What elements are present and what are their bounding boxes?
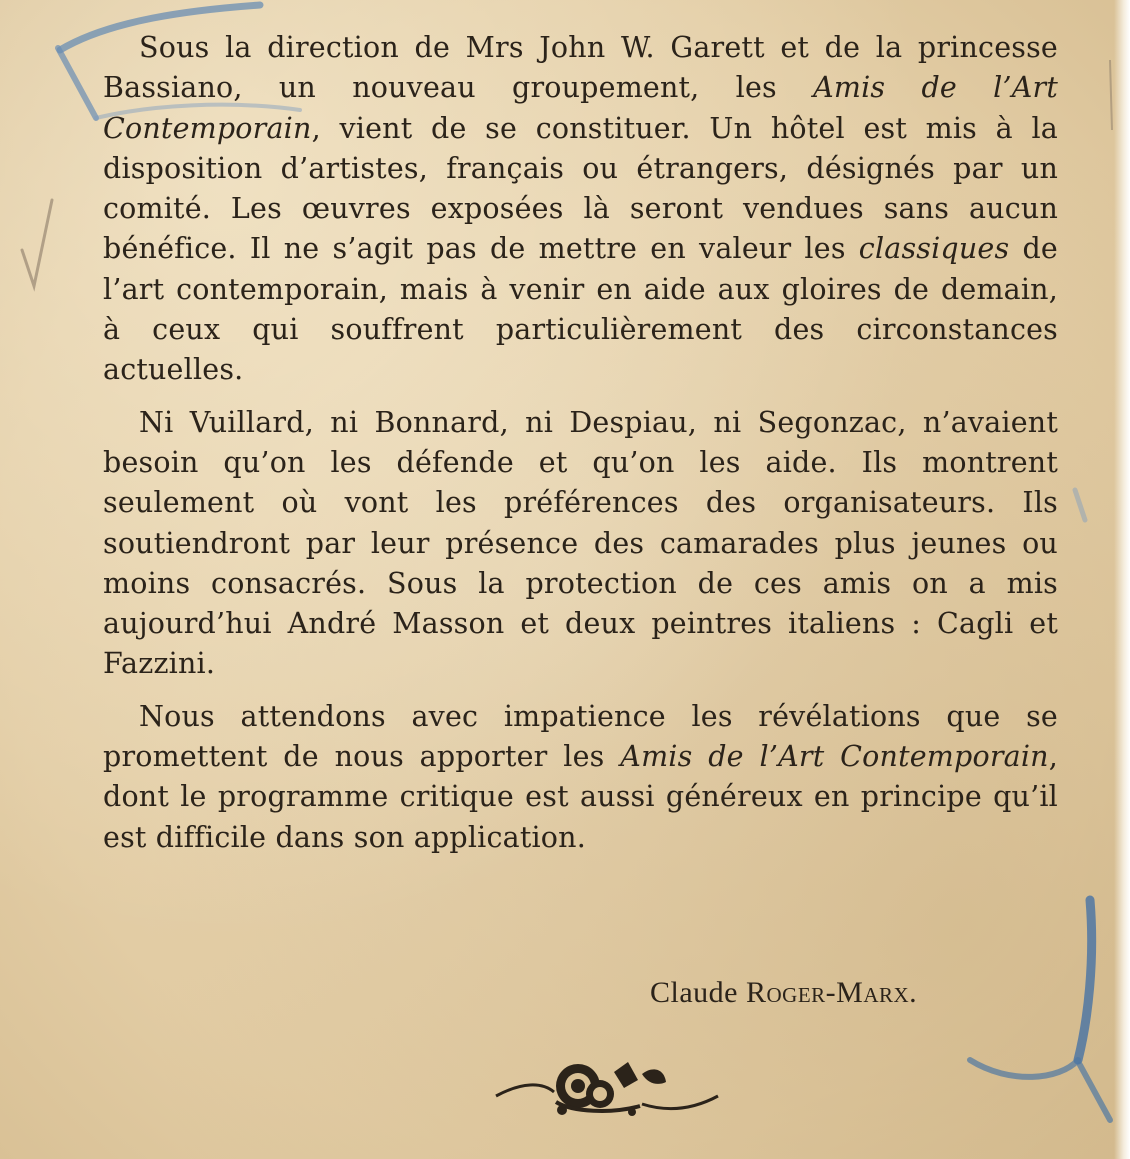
paragraph-1-text-b: , vient de se constituer. Un hôtel est mis à la disposition d’artistes, français ou étrangers, désignés par un comité. Les œuvres exposées là seront vendues sans aucun bénéfice. Il ne s’agit pas de mettre en valeur les xyxy=(103,111,1058,266)
paragraph-2: Ni Vuillard, ni Bonnard, ni Despiau, ni Segonzac, n’avaient besoin qu’on les défende et qu’on les aide. Ils montrent seulement où vont les préférences des organisateurs. Ils soutiendront par leur présence des camarades plus jeunes ou moins consacrés. Sous la protection de ces amis on a mis aujourd’hui André Masson et deux peintres italiens : Cagli et Fazzini. xyxy=(103,405,1058,681)
paragraph-3-text-a: Nous attendons avec impatience les révélations que se promettent de nous apporter les xyxy=(103,699,1058,774)
article-body xyxy=(103,28,1058,858)
paragraph-3-italic-a: Amis de l’Art Contemporain xyxy=(620,740,1049,774)
paragraph-3-text-b: , dont le programme critique est aussi généreux en principe qu’il est difficile dans son application. xyxy=(103,740,1058,854)
author-signature xyxy=(650,976,1020,1010)
author-first-name: Claude xyxy=(650,976,746,1009)
paragraph-1-italic-b: classiques xyxy=(858,232,1010,266)
paragraph-1-text-c: de l’art contemporain, mais à venir en aide aux gloires de demain, à ceux qui souffrent particulièrement des circonstances actuelles. xyxy=(103,232,1058,387)
paragraph-1-text-a: Sous la direction de Mrs John W. Garett et de la princesse Bassiano, un nouveau groupement, les xyxy=(103,31,1058,105)
author-last-name: Roger-Marx. xyxy=(745,976,918,1009)
paragraph-1 xyxy=(103,28,1058,391)
paragraph-3 xyxy=(103,697,1058,858)
paragraph-1-italic-a: Amis de l’Art Contemporain xyxy=(103,71,1058,145)
rose-vignette-icon xyxy=(492,1052,722,1122)
paper-edge xyxy=(1114,0,1130,1159)
